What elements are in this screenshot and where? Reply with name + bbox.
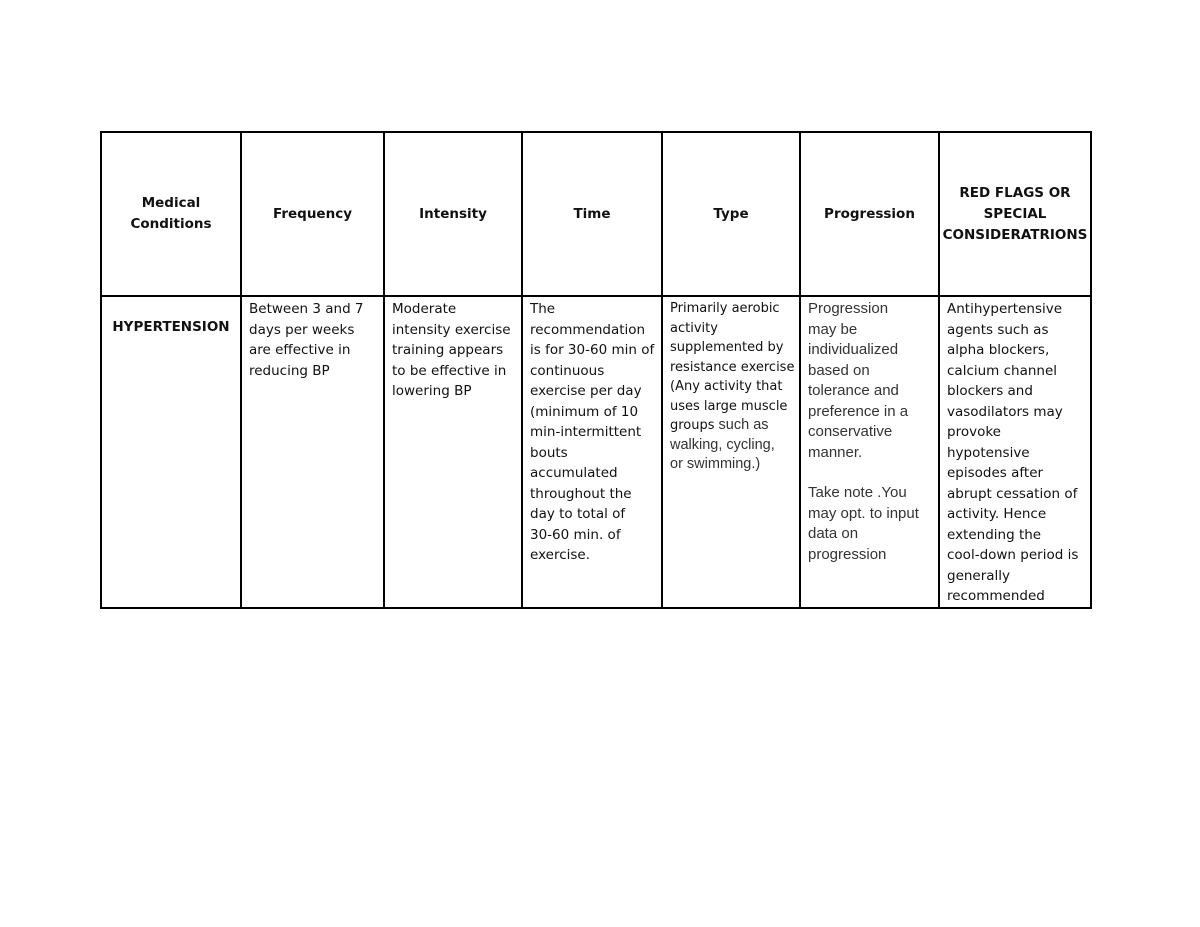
cell-progression: Progression may be individualized based on tolerance and preference in a conservative manner. Take note .You may opt. to input data on progression	[800, 296, 939, 608]
cell-frequency: Between 3 and 7 days per weeks are effective in reducing BP	[241, 296, 384, 608]
header-cell-progression: Progression	[800, 132, 939, 296]
exercise-prescription-table	[100, 131, 1092, 609]
header-cell-medical-conditions: Medical Conditions	[101, 132, 241, 296]
header-cell-type: Type	[662, 132, 800, 296]
type-text: Primarily aerobic activity supplemented by resistance exercise (Any activity that uses large muscle groups such as walking, cycling, or swimming.)	[670, 301, 795, 472]
header-cell-red-flags: RED FLAGS OR SPECIAL CONSIDERATRIONS	[939, 132, 1091, 296]
cell-intensity: Moderate intensity exercise training appears to be effective in lowering BP	[384, 296, 522, 608]
header-cell-frequency: Frequency	[241, 132, 384, 296]
header-cell-intensity: Intensity	[384, 132, 522, 296]
table-header-row	[101, 132, 1091, 296]
header-cell-time: Time	[522, 132, 662, 296]
cell-condition: HYPERTENSION	[101, 296, 241, 608]
cell-red-flags: Antihypertensive agents such as alpha blockers, calcium channel blockers and vasodilators may provoke hypotensive episodes after abrupt cessation of activity. Hence extending the cool-down period is generally recommended	[939, 296, 1091, 608]
cell-time: The recommendation is for 30-60 min of continuous exercise per day (minimum of 10 min-intermittent bouts accumulated throughout the day to total of 30-60 min. of exercise.	[522, 296, 662, 608]
table-row-hypertension	[101, 296, 1091, 608]
cell-type	[662, 296, 800, 608]
